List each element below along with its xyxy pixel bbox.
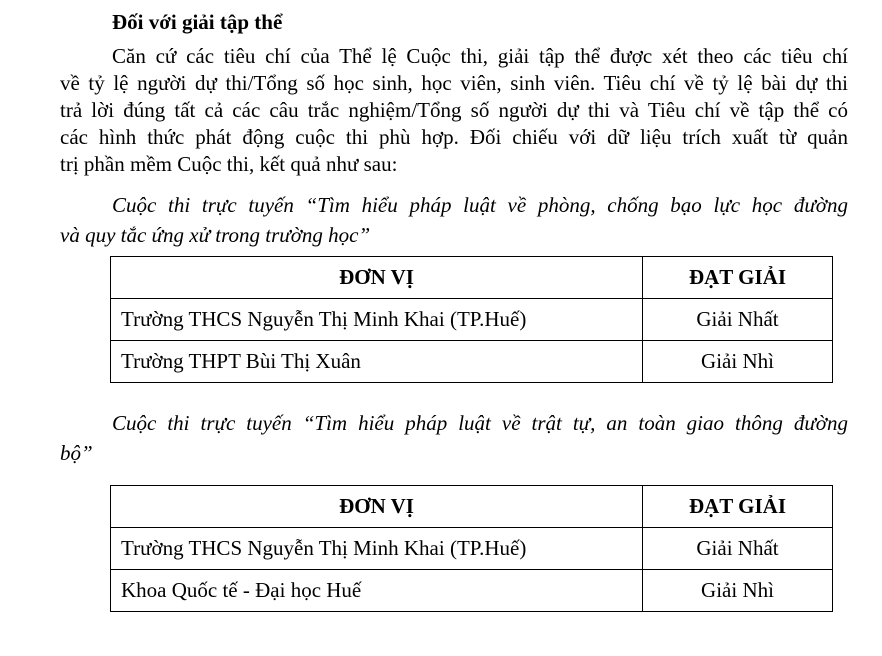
paragraph-line: về tỷ lệ người dự thi/Tổng số học sinh, học viên, sinh viên. Tiêu chí về tỷ lệ bài dự thi <box>60 71 848 95</box>
paragraph-line: trị phần mềm Cuộc thi, kết quả như sau: <box>60 152 398 176</box>
caption-line: Cuộc thi trực tuyến “Tìm hiểu pháp luật về trật tự, an toàn giao thông đường <box>112 411 848 435</box>
table-row <box>111 528 833 570</box>
paragraph-line: các hình thức phát động cuộc thi phù hợp. Đối chiếu với dữ liệu trích xuất từ quản <box>60 125 848 149</box>
award-cell: Giải Nhất <box>643 528 833 570</box>
contest1-caption <box>60 190 848 250</box>
table-header-row <box>111 486 833 528</box>
contest2-caption <box>60 408 848 468</box>
unit-cell: Trường THCS Nguyễn Thị Minh Khai (TP.Huế) <box>111 528 643 570</box>
column-header-award: ĐẠT GIẢI <box>643 486 833 528</box>
table-row <box>111 341 833 383</box>
caption-line: Cuộc thi trực tuyến “Tìm hiểu pháp luật về phòng, chống bạo lực học đường <box>112 193 848 217</box>
contest1-table <box>110 256 833 383</box>
caption-line: và quy tắc ứng xử trong trường học” <box>60 223 371 247</box>
table-row <box>111 299 833 341</box>
column-header-unit: ĐƠN VỊ <box>111 257 643 299</box>
unit-cell: Trường THCS Nguyễn Thị Minh Khai (TP.Huế) <box>111 299 643 341</box>
award-cell: Giải Nhất <box>643 299 833 341</box>
contest2-table <box>110 485 833 612</box>
section-heading: Đối với giải tập thể <box>112 10 283 34</box>
award-cell: Giải Nhì <box>643 341 833 383</box>
caption-line: bộ” <box>60 441 93 465</box>
unit-cell: Khoa Quốc tế - Đại học Huế <box>111 570 643 612</box>
column-header-award: ĐẠT GIẢI <box>643 257 833 299</box>
intro-paragraph <box>60 43 848 178</box>
paragraph-line: Căn cứ các tiêu chí của Thể lệ Cuộc thi, giải tập thể được xét theo các tiêu chí <box>112 44 848 68</box>
column-header-unit: ĐƠN VỊ <box>111 486 643 528</box>
table-row <box>111 570 833 612</box>
paragraph-line: trả lời đúng tất cả các câu trắc nghiệm/Tổng số người dự thi và Tiêu chí về tập thể có <box>60 98 848 122</box>
unit-cell: Trường THPT Bùi Thị Xuân <box>111 341 643 383</box>
table-header-row <box>111 257 833 299</box>
award-cell: Giải Nhì <box>643 570 833 612</box>
